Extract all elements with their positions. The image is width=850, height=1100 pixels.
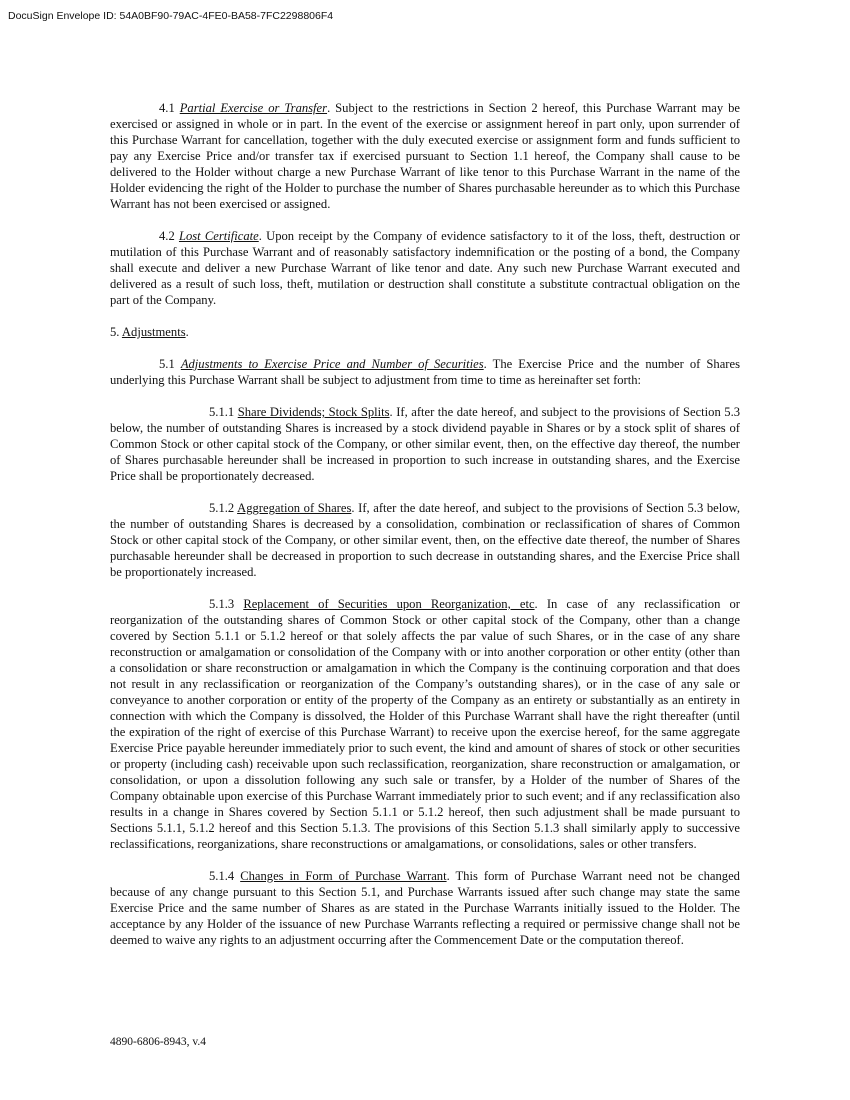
section-body: . The Exercise Price and the number of Shares underlying this Purchase Warrant shall be subject to adjustment from time to time as hereinafter set forth:	[110, 357, 740, 387]
section-4-2	[110, 228, 740, 308]
docusign-envelope-id: DocuSign Envelope ID: 54A0BF90-79AC-4FE0-BA58-7FC2298806F4	[8, 10, 334, 22]
section-body: . In case of any reclassification or reorganization of the outstanding shares of Common Stock or other capital stock of the Company, other than a change covered by Section 5.1.1 or 5.1.2 hereof or that solely affects the par value of such Shares, or in the case of any share reconstruction or amalgamation or consolidation of the Company with or into another corporation or other entity (other than a consolidation or share reconstruction or amalgamation in which the Company is the continuing corporation and that does not result in any reclassification or reorganization of the Company’s outstanding shares), or in the case of any sale or conveyance to another corporation or entity of the property of the Company as an entirety or substantially as an entirety in connection with which the Company is dissolved, the Holder of this Purchase Warrant shall have the right thereafter (until the expiration of the right of exercise of this Purchase Warrant) to receive upon the exercise hereof, for the same aggregate Exercise Price payable hereunder immediately prior to such event, the kind and amount of shares of stock or other securities or property (including cash) receivable upon such reclassification, reorganization, share reconstruction or amalgamation, or consolidation, or upon a dissolution following any such sale or transfer, by a Holder of the number of Shares of the Company obtainable upon exercise of this Purchase Warrant immediately prior to such event; and if any reclassification also results in a change in Shares covered by Section 5.1.1 or 5.1.2 hereof, then such adjustment shall be made pursuant to Sections 5.1.1, 5.1.2 hereof and this Section 5.1.3. The provisions of this Section 5.1.3 shall similarly apply to successive reclassifications, reorganizations, share reconstructions or amalgamations, or consolidations, sales or other transfers.	[110, 597, 740, 851]
section-number: 5.1	[159, 357, 175, 371]
section-number: 5.1.3	[209, 597, 235, 611]
section-number: 5.1.4	[209, 869, 235, 883]
section-body: . Upon receipt by the Company of evidence satisfactory to it of the loss, theft, destruction or mutilation of this Purchase Warrant and of reasonably satisfactory indemnification or the posting of a bond, the Company shall execute and deliver a new Purchase Warrant of like tenor and date. Any such new Purchase Warrant executed and delivered as a result of such loss, theft, mutilation or destruction shall constitute a substitute contractual obligation on the part of the Company.	[110, 229, 740, 307]
section-body: . This form of Purchase Warrant need not be changed because of any change pursuant to this Section 5.1, and Purchase Warrants issued after such change may state the same Exercise Price and the same number of Shares as are stated in the Purchase Warrants initially issued to the Holder. The acceptance by any Holder of the issuance of new Purchase Warrants reflecting a required or permissive change shall not be deemed to waive any rights to an adjustment occurring after the Commencement Date or the computation thereof.	[110, 869, 740, 947]
section-suffix: .	[185, 325, 189, 339]
section-body: . If, after the date hereof, and subject to the provisions of Section 5.3 below, the number of outstanding Shares is decreased by a consolidation, combination or reclassification of shares of Common Stock or other capital stock of the Company, or other similar event, then, on the effective date thereof, the number of Shares purchasable hereunder shall be decreased in proportion to such decrease in outstanding shares, and the Exercise Price shall be proportionately increased.	[110, 501, 740, 579]
section-4-1	[110, 100, 740, 212]
section-number: 5.1.1	[209, 405, 235, 419]
section-title: Lost Certificate	[178, 229, 259, 243]
section-5-1-4	[110, 868, 740, 948]
section-title: Share Dividends; Stock Splits	[237, 405, 390, 419]
section-number: 5.	[110, 325, 120, 339]
section-title: Replacement of Securities upon Reorganization, etc	[243, 597, 535, 611]
section-title: Adjustments to Exercise Price and Number of Securities	[180, 357, 484, 371]
section-title: Aggregation of Shares	[237, 501, 352, 515]
section-title: Changes in Form of Purchase Warrant	[240, 869, 447, 883]
section-5-1-3	[110, 596, 740, 852]
section-5-1	[110, 356, 740, 388]
section-5-1-2	[110, 500, 740, 580]
document-number-footer: 4890-6806-8943, v.4	[110, 1036, 207, 1048]
section-number: 4.2	[159, 229, 175, 243]
section-number: 4.1	[159, 101, 175, 115]
section-title: Adjustments	[121, 325, 186, 339]
section-5-1-1	[110, 404, 740, 484]
section-body: . Subject to the restrictions in Section 2 hereof, this Purchase Warrant may be exercised or assigned in whole or in part. In the event of the exercise or assignment hereof in part only, upon surrender of this Purchase Warrant for cancellation, together with the duly executed exercise or assignment form and funds sufficient to pay any Exercise Price and/or transfer tax if exercised pursuant to Section 1.1 hereof, the Company shall cause to be delivered to the Holder without charge a new Purchase Warrant of like tenor to this Purchase Warrant in the name of the Holder evidencing the right of the Holder to purchase the number of Shares purchasable hereunder as to which this Purchase Warrant has not been exercised or assigned.	[110, 101, 740, 211]
section-5-heading	[110, 324, 740, 340]
document-body	[110, 100, 740, 964]
section-title: Partial Exercise or Transfer	[179, 101, 328, 115]
section-number: 5.1.2	[209, 501, 235, 515]
section-body: . If, after the date hereof, and subject to the provisions of Section 5.3 below, the number of outstanding Shares is increased by a stock dividend payable in Shares or by a stock split of shares of Common Stock or other capital stock of the Company, or other similar event, then, on the effective day thereof, the number of Shares purchasable hereunder shall be increased in proportion to such increase in outstanding shares, and the Exercise Price shall be proportionately decreased.	[110, 405, 741, 483]
